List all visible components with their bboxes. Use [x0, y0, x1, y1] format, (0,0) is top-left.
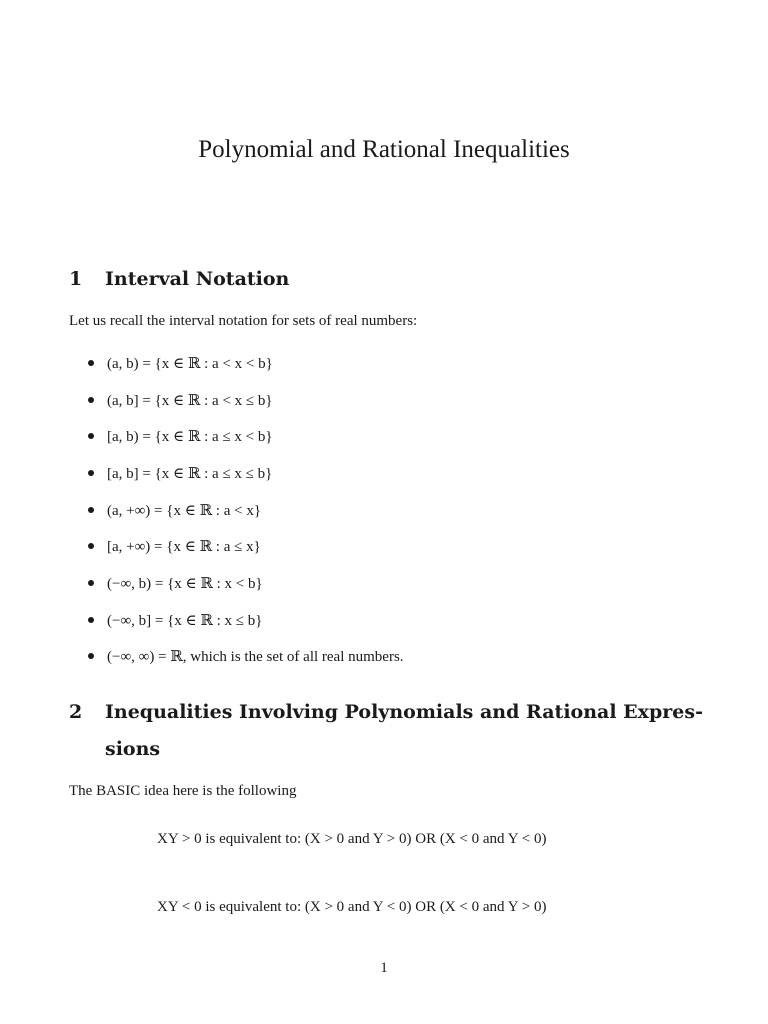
section-1-number: 1	[69, 268, 83, 290]
list-item-text: (a, b] = {x ∈ ℝ : a < x ≤ b}	[107, 393, 273, 409]
page-number: 1	[380, 960, 388, 976]
section-2-heading-line-1: Inequalities Involving Polynomials and Rational Expres-	[105, 701, 703, 723]
list-item-text: [a, b) = {x ∈ ℝ : a ≤ x < b}	[107, 429, 273, 445]
bullet-icon	[88, 397, 94, 403]
list-item-text: (a, +∞) = {x ∈ ℝ : a < x}	[107, 503, 262, 519]
bullet-icon	[88, 617, 94, 623]
bullet-icon	[88, 470, 94, 476]
list-item-text: (−∞, b] = {x ∈ ℝ : x ≤ b}	[107, 613, 263, 629]
section-2-heading-line-2: sions	[105, 738, 161, 760]
list-item-text: (−∞, b) = {x ∈ ℝ : x < b}	[107, 576, 263, 592]
bullet-icon	[88, 653, 94, 659]
list-item-text: [a, +∞) = {x ∈ ℝ : a ≤ x}	[107, 539, 261, 555]
section-2-intro: The BASIC idea here is the following	[69, 783, 297, 799]
list-item-text: [a, b] = {x ∈ ℝ : a ≤ x ≤ b}	[107, 466, 273, 482]
bullet-icon	[88, 360, 94, 366]
document-title: Polynomial and Rational Inequalities	[198, 136, 570, 163]
bullet-icon	[88, 433, 94, 439]
list-item-text: (−∞, ∞) = ℝ, which is the set of all real numbers.	[107, 649, 404, 665]
bullet-icon	[88, 543, 94, 549]
section-1-intro: Let us recall the interval notation for sets of real numbers:	[69, 313, 418, 329]
equivalence-statement-negative: XY < 0 is equivalent to: (X > 0 and Y < 0) OR (X < 0 and Y > 0)	[157, 899, 547, 915]
bullet-icon	[88, 580, 94, 586]
section-2-number: 2	[69, 701, 83, 723]
section-1-heading: Interval Notation	[105, 268, 290, 290]
equivalence-statement-positive: XY > 0 is equivalent to: (X > 0 and Y > 0) OR (X < 0 and Y < 0)	[157, 831, 547, 847]
list-item-text: (a, b) = {x ∈ ℝ : a < x < b}	[107, 356, 273, 372]
bullet-icon	[88, 507, 94, 513]
